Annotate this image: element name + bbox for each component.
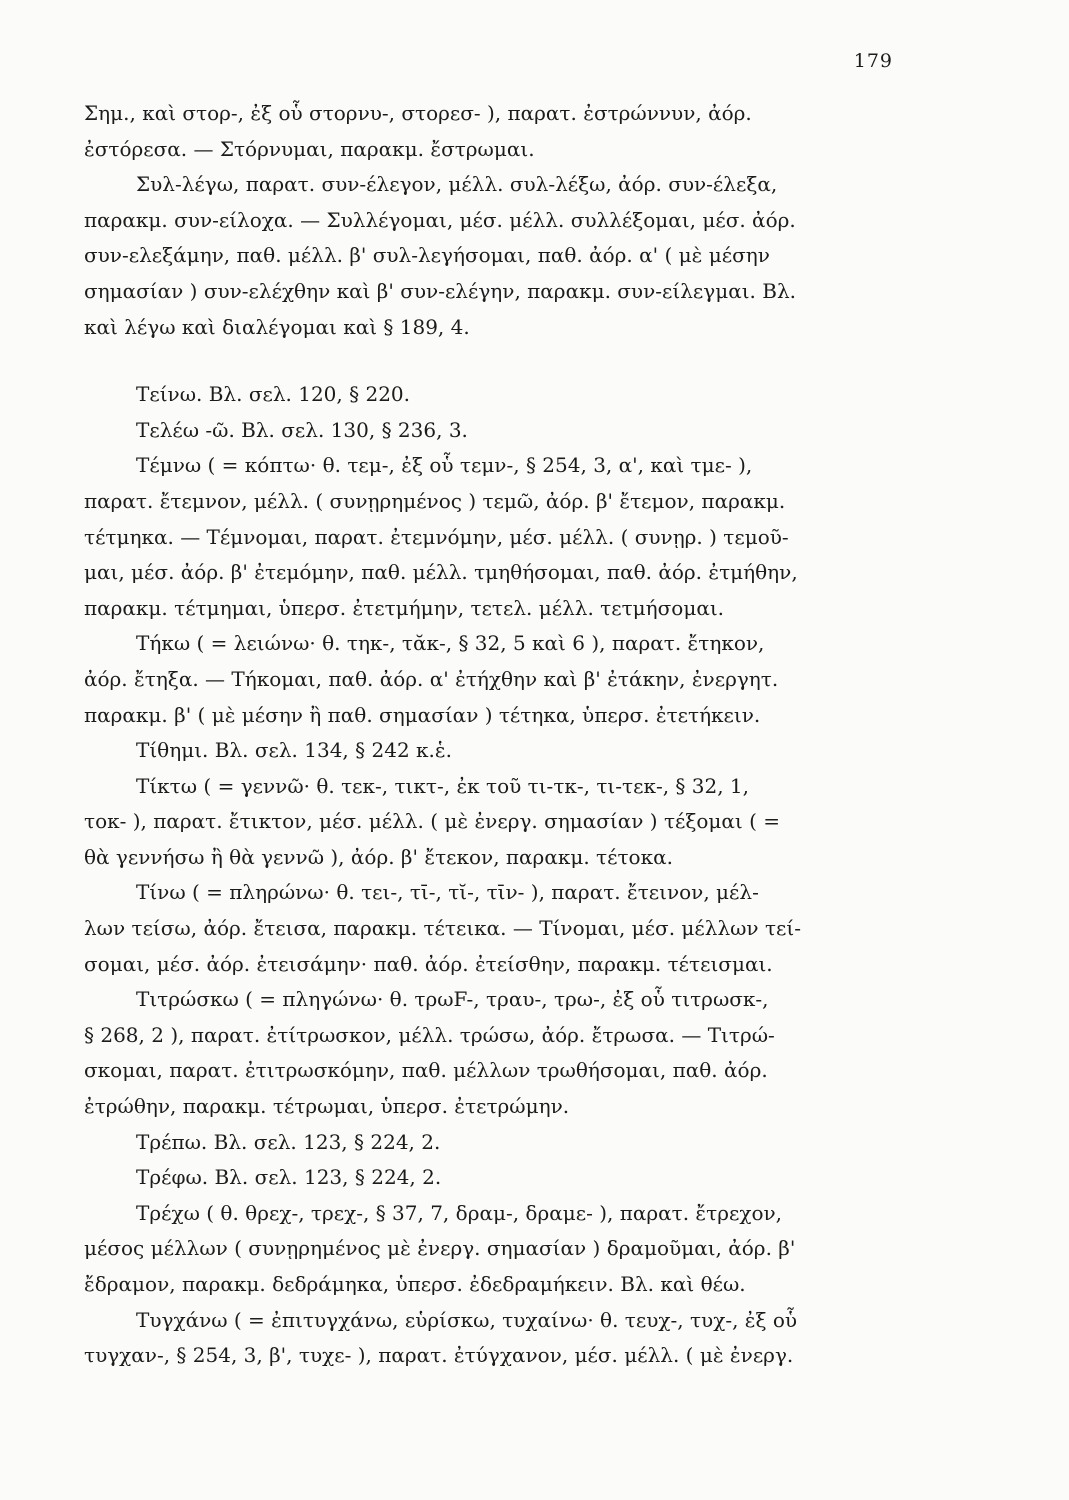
text-line: σημασίαν ) συν-ελέχθην καὶ β' συν-ελέγην, παρακμ. συν-είλεγμαι. Βλ. [84, 278, 796, 303]
text-line: καὶ λέγω καὶ διαλέγομαι καὶ § 189, 4. [84, 314, 470, 339]
text-line: μαι, μέσ. ἀόρ. β' ἐτεμόμην, παθ. μέλλ. τμηθήσομαι, παθ. ἀόρ. ἐτμήθην, [84, 560, 798, 585]
text-line: Τίθημι. Βλ. σελ. 134, § 242 κ.ἑ. [136, 738, 452, 763]
text-line: Τιτρώσκω ( = πληγώνω· θ. τρωF-, τραυ-, τρω-, ἐξ οὗ τιτρωσκ-, [136, 987, 769, 1012]
text-line: ἐτρώθην, παρακμ. τέτρωμαι, ὑπερσ. ἐτετρώμην. [84, 1094, 570, 1119]
text-line: Τυγχάνω ( = ἐπιτυγχάνω, εὑρίσκω, τυχαίνω· θ. τευχ-, τυχ-, ἐξ οὗ [136, 1307, 798, 1332]
text-line: Σημ., καὶ στορ-, ἐξ οὗ στορνυ-, στορεσ- ), παρατ. ἐστρώννυν, ἀόρ. [84, 101, 752, 125]
text-line: παρατ. ἔτεμνον, μέλλ. ( συνῃρημένος ) τεμῶ, ἀόρ. β' ἔτεμον, παρακμ. [84, 488, 786, 513]
text-line: θὰ γεννήσω ἢ θὰ γεννῶ ), ἀόρ. β' ἔτεκον, παρακμ. τέτοκα. [84, 844, 673, 869]
text-line: ἀόρ. ἔτηξα. — Τήκομαι, παθ. ἀόρ. α' ἐτήχθην καὶ β' ἐτάκην, ἐνεργητ. [84, 666, 779, 691]
text-line: Συλ-λέγω, παρατ. συν-έλεγον, μέλλ. συλ-λέξω, ἀόρ. συν-έλεξα, [136, 172, 778, 197]
text-line: Τρέπω. Βλ. σελ. 123, § 224, 2. [136, 1129, 441, 1154]
text-line: Τρέχω ( θ. θρεχ-, τρεχ-, § 37, 7, δραμ-, δραμε- ), παρατ. ἔτρεχον, [136, 1200, 783, 1225]
text-line: σκομαι, παρατ. ἐτιτρωσκόμην, παθ. μέλλων τρωθήσομαι, παθ. ἀόρ. [84, 1058, 768, 1083]
text-line: Τρέφω. Βλ. σελ. 123, § 224, 2. [136, 1165, 442, 1190]
text-line: σομαι, μέσ. ἀόρ. ἐτεισάμην· παθ. ἀόρ. ἐτείσθην, παρακμ. τέτεισμαι. [84, 951, 773, 976]
page-number: 179 [853, 50, 893, 72]
text-line: λων τείσω, ἀόρ. ἔτεισα, παρακμ. τέτεικα. — Τίνομαι, μέσ. μέλλων τεί- [84, 916, 801, 941]
text-line: τέτμηκα. — Τέμνομαι, παρατ. ἐτεμνόμην, μέσ. μέλλ. ( συνῃρ. ) τεμοῦ- [84, 524, 789, 549]
text-line: Τελέω -ῶ. Βλ. σελ. 130, § 236, 3. [136, 417, 468, 442]
text-line: § 268, 2 ), παρατ. ἐτίτρωσκον, μέλλ. τρώσω, ἀόρ. ἔτρωσα. — Τιτρώ- [84, 1022, 775, 1047]
text-line: συν-ελεξάμην, παθ. μέλλ. β' συλ-λεγήσομαι, παθ. ἀόρ. α' ( μὲ μέσην [84, 243, 770, 268]
text-line: Τέμνω ( = κόπτω· θ. τεμ-, ἐξ οὗ τεμν-, § 254, 3, α', καὶ τμε- ), [136, 453, 753, 478]
text-line: Τείνω. Βλ. σελ. 120, § 220. [136, 382, 410, 407]
text-line: ἔδραμον, παρακμ. δεδράμηκα, ὑπερσ. ἐδεδραμήκειν. Βλ. καὶ θέω. [84, 1272, 746, 1296]
text-line: Τήκω ( = λειώνω· θ. τηκ-, τᾰκ-, § 32, 5 καὶ 6 ), παρατ. ἔτηκον, [136, 631, 765, 656]
text-line: παρακμ. συν-είλοχα. — Συλλέγομαι, μέσ. μέλλ. συλλέξομαι, μέσ. ἀόρ. [84, 207, 796, 232]
text-line: τυγχαν-, § 254, 3, β', τυχε- ), παρατ. ἐτύγχανον, μέσ. μέλλ. ( μὲ ἐνεργ. [84, 1343, 794, 1368]
text-line: μέσος μέλλων ( συνῃρημένος μὲ ἐνεργ. σημασίαν ) δραμοῦμαι, ἀόρ. β' [84, 1236, 796, 1261]
text-line: ἐστόρεσα. — Στόρνυμαι, παρακμ. ἔστρωμαι. [84, 136, 535, 161]
text-line: παρακμ. τέτμημαι, ὑπερσ. ἐτετμήμην, τετελ. μέλλ. τετμήσομαι. [84, 595, 725, 620]
text-line: τοκ- ), παρατ. ἔτικτον, μέσ. μέλλ. ( μὲ ἐνεργ. σημασίαν ) τέξομαι ( = [84, 809, 781, 834]
text-line: Τίνω ( = πληρώνω· θ. τει-, τῑ-, τῐ-, τῑν- ), παρατ. ἔτεινον, μέλ- [136, 880, 759, 905]
dictionary-text [84, 96, 904, 1374]
text-line: Τίκτω ( = γεννῶ· θ. τεκ-, τικτ-, ἐκ τοῦ τι-τκ-, τι-τεκ-, § 32, 1, [136, 773, 750, 798]
text-line: παρακμ. β' ( μὲ μέσην ἢ παθ. σημασίαν ) τέτηκα, ὑπερσ. ἐτετήκειν. [84, 702, 761, 727]
